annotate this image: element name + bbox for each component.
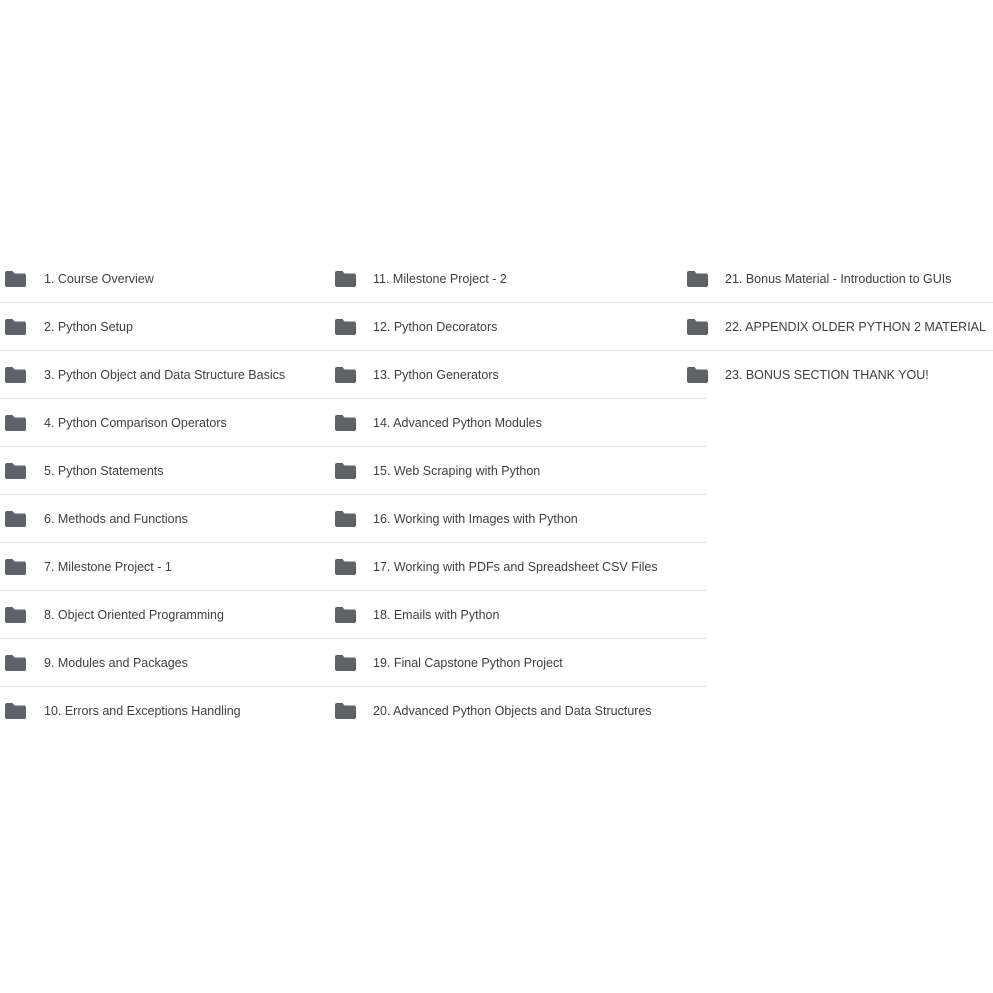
folder-label: 17. Working with PDFs and Spreadsheet CSV Files (373, 560, 658, 574)
folder-label: 13. Python Generators (373, 368, 499, 382)
folder-row[interactable] (330, 495, 707, 543)
folder-icon (687, 367, 708, 383)
folder-label: 19. Final Capstone Python Project (373, 656, 563, 670)
folder-icon (335, 511, 356, 527)
folder-label: 12. Python Decorators (373, 320, 498, 334)
folder-label: 9. Modules and Packages (44, 656, 188, 670)
folder-label: 1. Course Overview (44, 272, 154, 286)
folder-row[interactable] (0, 639, 330, 687)
folder-row[interactable] (0, 399, 330, 447)
folder-row[interactable] (668, 303, 993, 351)
folder-row[interactable] (0, 351, 330, 399)
folder-row[interactable] (0, 543, 330, 591)
folder-row[interactable] (330, 687, 707, 735)
folder-icon (5, 415, 26, 431)
folder-icon (5, 607, 26, 623)
folder-icon (335, 559, 356, 575)
folder-row[interactable] (0, 495, 330, 543)
folder-row[interactable] (0, 687, 330, 735)
folder-row[interactable] (330, 543, 707, 591)
folder-label: 20. Advanced Python Objects and Data Structures (373, 704, 652, 718)
folder-icon (5, 511, 26, 527)
folder-row[interactable] (330, 399, 707, 447)
folder-icon (5, 271, 26, 287)
folder-row[interactable] (330, 639, 707, 687)
folder-icon (335, 319, 356, 335)
folder-label: 18. Emails with Python (373, 608, 500, 622)
folder-icon (5, 559, 26, 575)
folder-icon (5, 463, 26, 479)
folder-row[interactable] (330, 447, 707, 495)
folder-row[interactable] (668, 255, 993, 303)
folder-label: 22. APPENDIX OLDER PYTHON 2 MATERIAL (725, 320, 986, 334)
folder-icon (335, 655, 356, 671)
folder-label: 14. Advanced Python Modules (373, 416, 542, 430)
folder-list-column-3 (668, 255, 993, 399)
folder-row[interactable] (0, 255, 330, 303)
folder-row[interactable] (668, 351, 993, 399)
folder-row[interactable] (330, 591, 707, 639)
folder-label: 16. Working with Images with Python (373, 512, 578, 526)
folder-icon (335, 463, 356, 479)
folder-icon (335, 271, 356, 287)
folder-row[interactable] (330, 303, 707, 351)
folder-label: 10. Errors and Exceptions Handling (44, 704, 241, 718)
folder-row[interactable] (0, 591, 330, 639)
folder-label: 8. Object Oriented Programming (44, 608, 224, 622)
folder-label: 21. Bonus Material - Introduction to GUIs (725, 272, 952, 286)
folder-icon (5, 367, 26, 383)
folder-label: 23. BONUS SECTION THANK YOU! (725, 368, 929, 382)
folder-icon (335, 703, 356, 719)
folder-label: 3. Python Object and Data Structure Basics (44, 368, 286, 382)
folder-icon (5, 703, 26, 719)
folder-label: 2. Python Setup (44, 320, 133, 334)
folder-icon (687, 271, 708, 287)
folder-row[interactable] (0, 447, 330, 495)
folder-icon (5, 655, 26, 671)
folder-list-column-1 (0, 255, 330, 735)
folder-icon (335, 415, 356, 431)
folder-icon (335, 607, 356, 623)
folder-list-column-2 (330, 255, 707, 735)
folder-row[interactable] (330, 255, 707, 303)
folder-row[interactable] (0, 303, 330, 351)
folder-icon (687, 319, 708, 335)
folder-label: 15. Web Scraping with Python (373, 464, 541, 478)
folder-label: 11. Milestone Project - 2 (373, 272, 507, 286)
folder-icon (335, 367, 356, 383)
folder-label: 5. Python Statements (44, 464, 164, 478)
folder-icon (5, 319, 26, 335)
folder-label: 7. Milestone Project - 1 (44, 560, 172, 574)
folder-label: 6. Methods and Functions (44, 512, 188, 526)
folder-row[interactable] (330, 351, 707, 399)
folder-label: 4. Python Comparison Operators (44, 416, 227, 430)
